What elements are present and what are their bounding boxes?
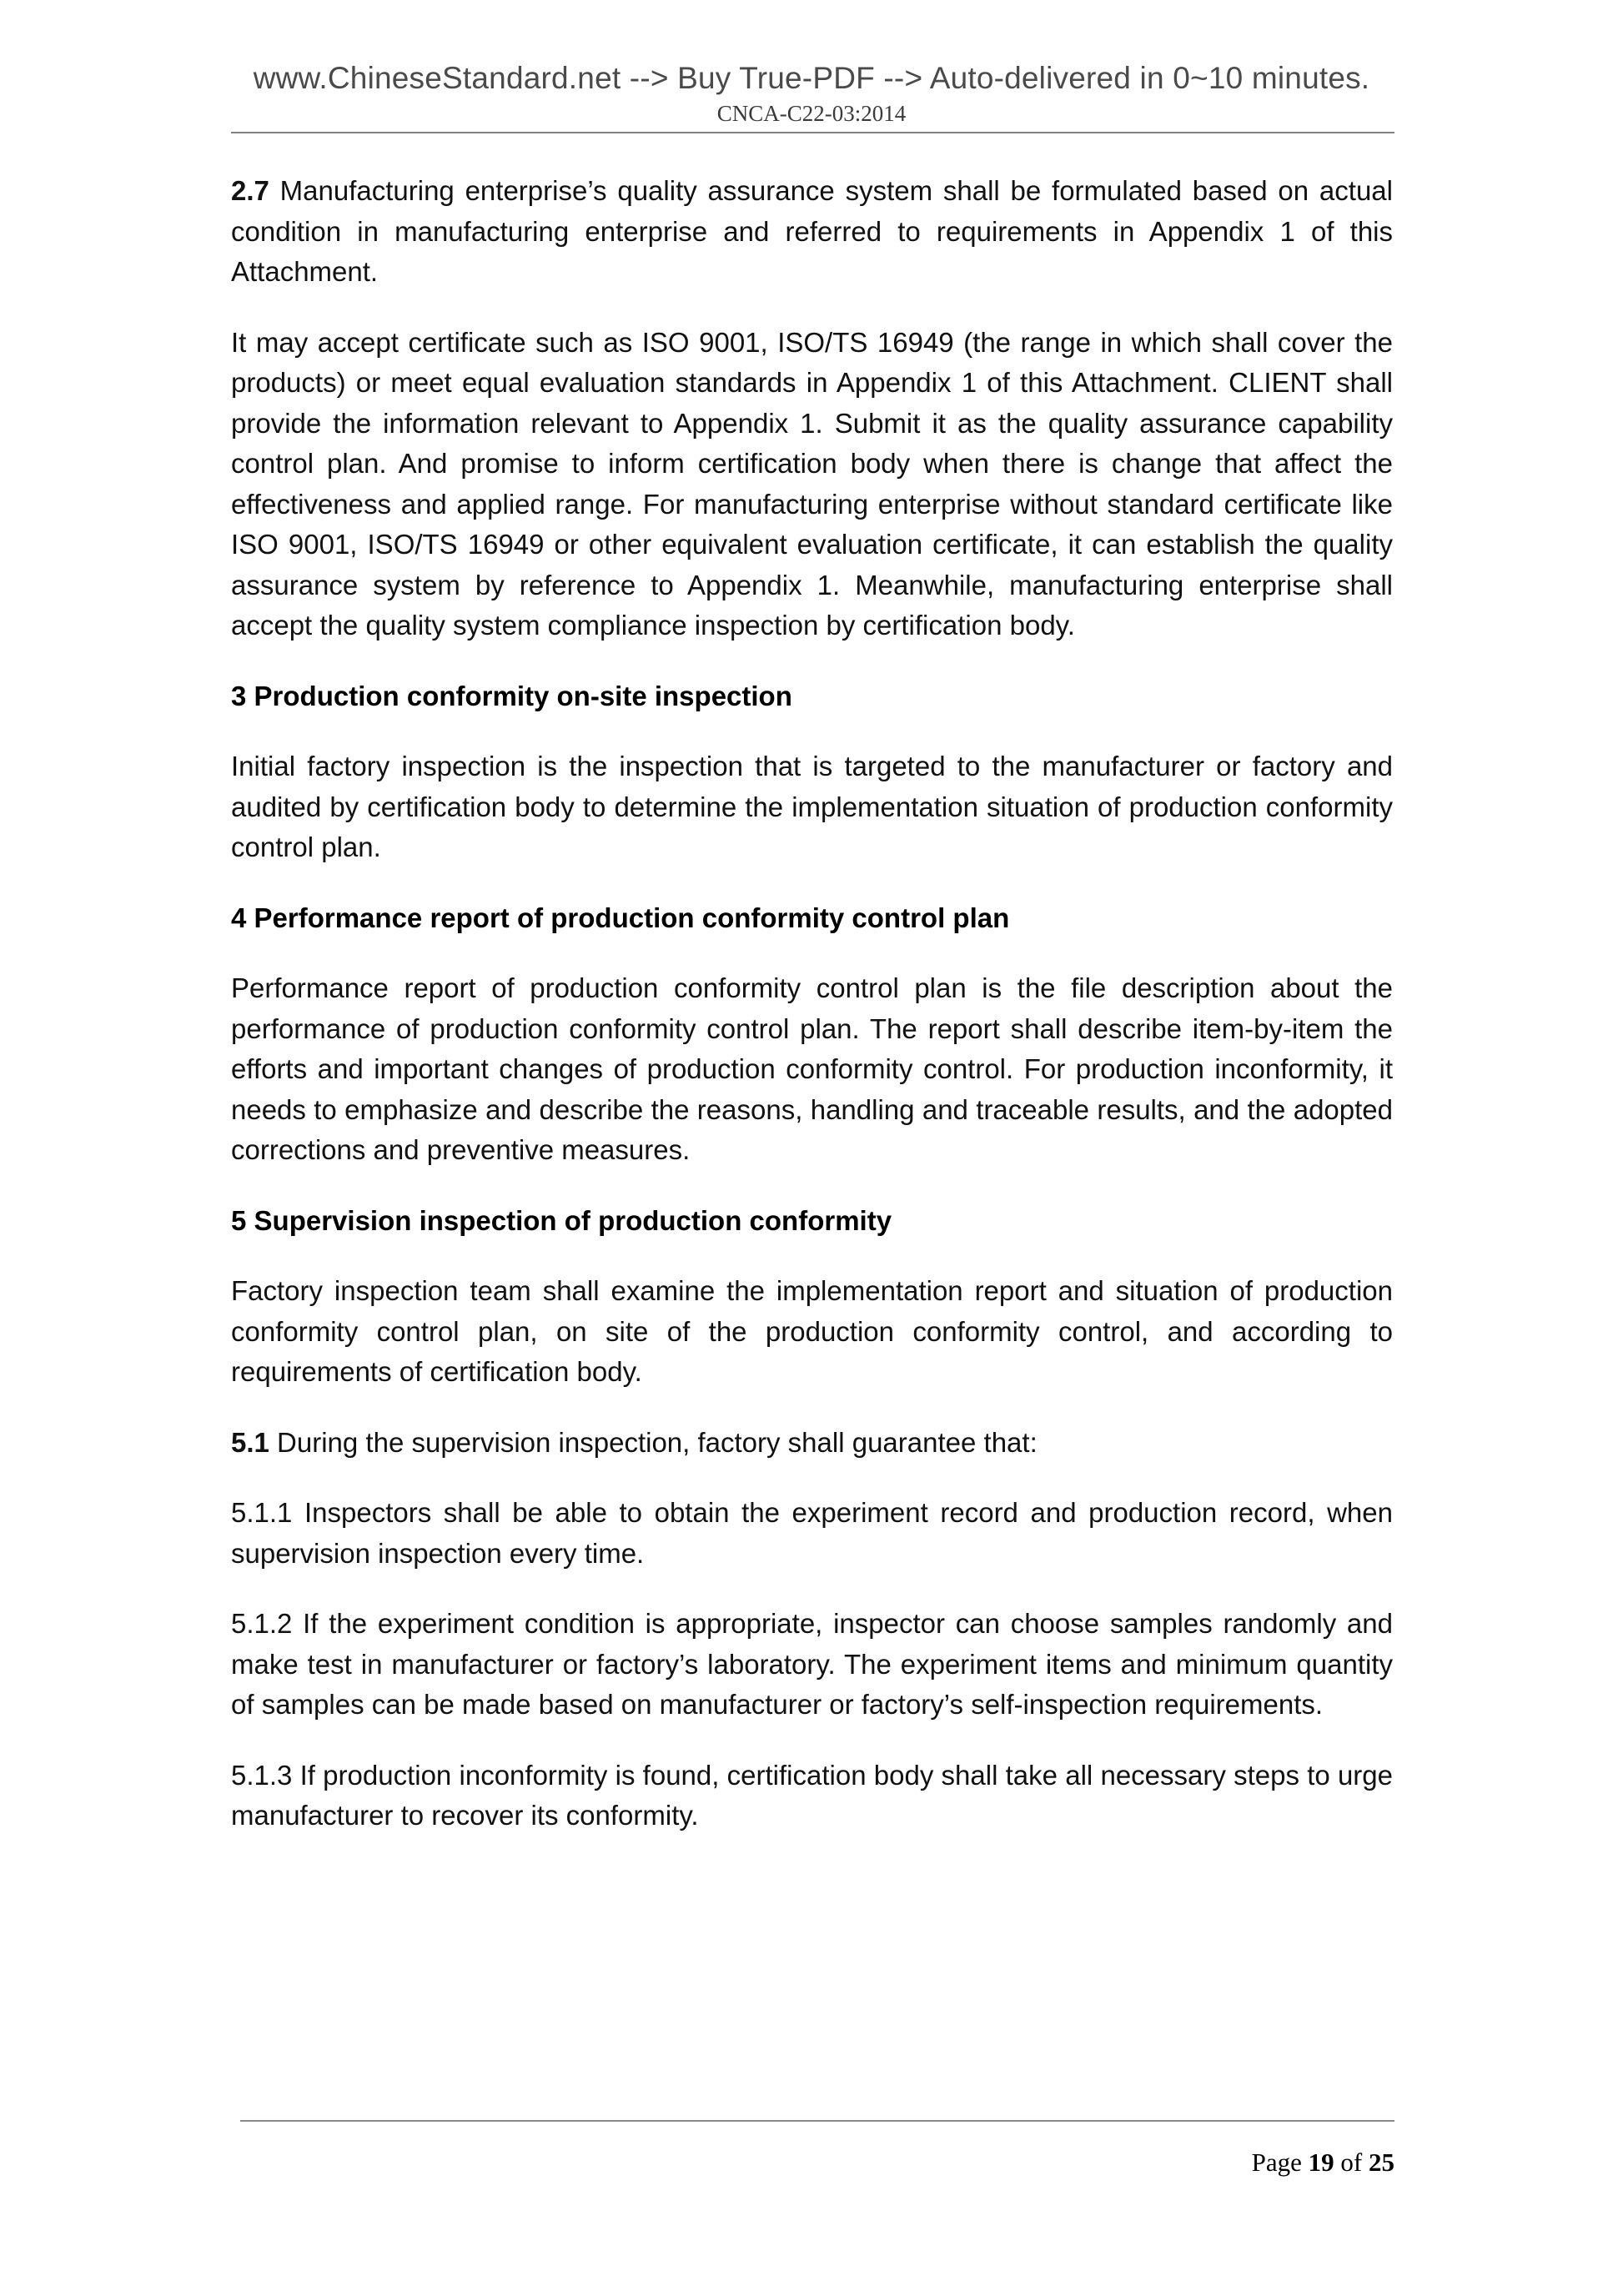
paragraph-5-1-1: 5.1.1 Inspectors shall be able to obtain the experiment record and production record, when supervision inspection every time. [231, 1497, 1393, 1569]
clause-number-5-1: 5.1 [231, 1426, 269, 1458]
paragraph-initial-factory-inspection: Initial factory inspection is the inspection that is targeted to the manufacturer or factory and audited by certification body to determine the implementation situation of production conformity control plan. [231, 751, 1393, 862]
page-header [0, 0, 1623, 142]
of-word: of [1334, 2148, 1369, 2177]
paragraph-factory-inspection-team: Factory inspection team shall examine the implementation report and situation of production conformity control plan, on site of the production conformity control, and according to requirements of certification body. [231, 1275, 1393, 1387]
paragraph-2-7-text: Manufacturing enterprise’s quality assurance system shall be formulated based on actual condition in manufacturing enterprise and referred to requirements in Appendix 1 of this Attachment. [231, 175, 1393, 287]
paragraph-5-1-text: During the supervision inspection, factory shall guarantee that: [269, 1426, 1038, 1458]
header-divider [231, 132, 1394, 133]
paragraph-5-1-3: 5.1.3 If production inconformity is found, certification body shall take all necessary steps to urge manufacturer to recover its conformity. [231, 1759, 1393, 1831]
promo-banner-text: www.ChineseStandard.net --> Buy True-PDF --> Auto-delivered in 0~10 minutes. [253, 61, 1370, 95]
clause-number-2-7: 2.7 [231, 175, 269, 206]
footer-divider [240, 2120, 1394, 2122]
paragraph-performance-report: Performance report of production conformity control plan is the file description about the performance of production conformity control plan. The report shall describe item-by-item the efforts and important changes of production conformity control. For production inconformity, it needs to emphasize and describe the reasons, handling and traceable results, and the adopted corrections and preventive measures. [231, 972, 1393, 1165]
page-number-label [0, 2147, 1394, 2178]
current-page-number: 19 [1308, 2148, 1334, 2177]
page-word: Page [1251, 2148, 1309, 2177]
paragraph-iso-certificates: It may accept certificate such as ISO 9001, ISO/TS 16949 (the range in which shall cover the products) or meet equal evaluation standards in Appendix 1 of this Attachment. CLIENT shall provide the information relevant to Appendix 1. Submit it as the quality assurance capability control plan. And promise to inform certification body when there is change that affect the effectiveness and applied range. For manufacturing enterprise without standard certificate like ISO 9001, ISO/TS 16949 or other equivalent evaluation certificate, it can establish the quality assurance system by reference to Appendix 1. Meanwhile, manufacturing enterprise shall accept the quality system compliance inspection by certification body. [231, 326, 1393, 641]
document-body [231, 171, 1393, 1866]
paragraph-5-1-2: 5.1.2 If the experiment condition is appropriate, inspector can choose samples randomly and make test in manufacturer or factory’s laboratory. The experiment items and minimum quantity of samples can be made based on manufacturer or factory’s self-inspection requirements. [231, 1608, 1393, 1720]
paragraph-5-1 [231, 1423, 1393, 1464]
heading-5-supervision-inspection: 5 Supervision inspection of production conformity [231, 1204, 892, 1236]
heading-3-production-conformity-inspection: 3 Production conformity on-site inspection [231, 680, 792, 711]
standard-code-label: CNCA-C22-03:2014 [716, 101, 907, 126]
total-page-number: 25 [1369, 2148, 1394, 2177]
page-footer [0, 2110, 1623, 2252]
heading-4-performance-report: 4 Performance report of production conformity control plan [231, 902, 1010, 933]
paragraph-2-7 [231, 171, 1393, 293]
